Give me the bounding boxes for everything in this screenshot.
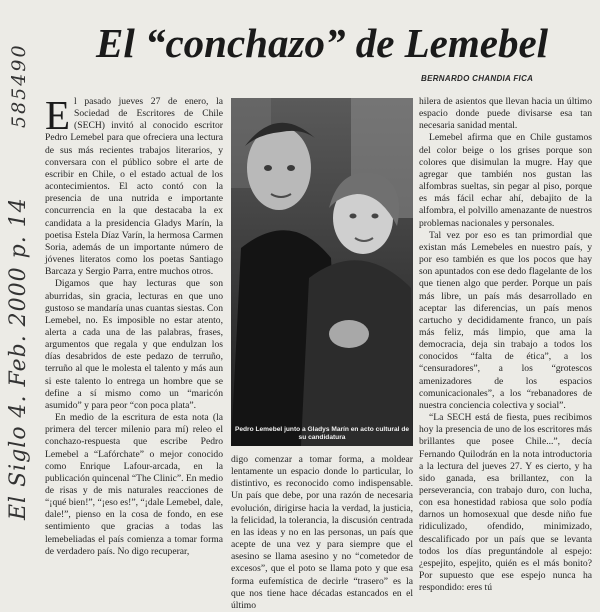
paragraph: En medio de la escritura de esta nota (la primera del tercer milenio para mí) releo el conchazo-respuesta que escribe Pedro Lemebel a “Lafórchate” o mejor conocido como Enrique Lafour-arcada, en la publicación quincenal “The Clinic”. En medio de risas y de mis naturales reacciones de “¡qué bien!”, “¡eso es!”, “¡dale Lemebel, dale, dale!”, pienso en la cosa de fondo, en ese sentimiento que gracias a todas las lemebeliadas el país comienza a tomar forma de verdadero país. No digo recuperar,: [45, 412, 223, 557]
headline: El “conchazo” de Lemebel: [96, 20, 549, 66]
news-photo: [231, 98, 413, 446]
handwritten-source-date: El Siglo 4. Feb. 2000 p. 14: [6, 197, 31, 520]
handwritten-clipping-note: [2, 0, 32, 531]
paragraph: Tal vez por eso es tan primordial que existan más Lemebeles en nuestro país, y por eso también es que los pocos que hay son apuntados con ese dedo flagelante de los que tienen algo que perder. Porque un país más libre, un país más desarrollado en aceptar las diferencias, un país menos cartucho y decididamente franco, un país más feliz, más limpio, que ama la democracia, deja sin trabajo a todos los conocidos “falta de ética”, a los “censuradores”, a los “grotescos amenizadores de los espacios comunicacionales”, a los “rebanadores de nuestra conciencia colectiva y social”.: [419, 229, 592, 411]
paragraph: digo comenzar a tomar forma, a moldear lentamente un espacio donde lo particular, lo distintivo, es reconocido como indispensable. Un país que debe, por una razón de necesaria evolución, dirigirse hacia la verdad, la justicia, la felicidad, la tolerancia, la discusión centrada en las ideas y no en las personas, un país que acepte de una vez y para siempre que el asesino se llama asesino y no “cometedor de excesos”, que el poto se llama poto y que esa forma eufemística de decirle “trasero” es la que nos tiene hace décadas estancados en el último: [231, 454, 413, 611]
article-column-2: [231, 454, 413, 612]
paragraph: “La SECH está de fiesta, pues recibimos hoy la presencia de uno de los escritores más brillantes que posee Chile...”, decía Fernando Quilodrán en la nota introductoria a la lectura del jueves 27. Y es cierto, y ha sido ganada, esa brillantez, con la perseverancia, con trabajo duro, con lucha, con esa honestidad rabiosa que solo podía darnos un homosexual que desde niño fue ridiculizado, ofendido, minimizado, descalificado por un país que se levanta todos los días preguntándole al espejo: ¿espejito, espejito, quién es el más bonito? Por supuesto que ese espejo nunca ha respondido: eres tú: [419, 412, 592, 594]
byline: BERNARDO CHANDIA FICA: [421, 74, 534, 83]
paragraph: hilera de asientos que llevan hacia un último espacio donde puede divisarse esa tan necesaria sanidad mental.: [419, 96, 592, 132]
article-column-1: [45, 92, 223, 558]
paragraph: Digamos que hay lecturas que son aburridas, sin gracia, lecturas en que uno gustoso se mandaría unas cuantas siestas. Con Lemebel, no. Es imposible no estar atento, alerta a cada una de las palabras, frases, argumentos que regala y que endulzan los días desabridos de este pedazo de terruño, terruño al que le molesta el talento y más aun si este talento lo entrega un hombre que se define a sí mismo como un “maricón asumido” y para peor “con poca plata”.: [45, 278, 223, 411]
handwritten-code: 585490: [8, 43, 30, 128]
article-column-3: [419, 96, 592, 594]
paragraph: l pasado jueves 27 de enero, la Sociedad de Escritores de Chile (SECH) invitó al conocido escritor Pedro Lemebel para que ofreciera una lectura de sus más recientes trabajos literarios, y conversara con el público sobre el arte de escribir en Chile, o el estado actual de los acontecimientos. El acto contó con la presencia de una nutrida e importante concurrencia en la que destacaba la ex candidata a la presidencia Gladys Marín, la poetisa Estela Díaz Varín, la hermosa Carmen Soria, además de un importante número de jóvenes literatos como los poetas Santiago Barcaza y Sergio Parra, entre muchos otros.: [45, 96, 223, 278]
paragraph: Lemebel afirma que en Chile gustamos del color beige o los grises porque son colores que disimulan la mugre. Hay que agregar que también nos gustan las alfombras sueltas, sin pegar al piso, porque es más fácil echar ahí, debajito de la alfombra, el polvillo amenazante de nuestros problemas nacionales y personales.: [419, 132, 592, 229]
photo-image: [231, 98, 413, 446]
drop-cap: E: [45, 92, 71, 138]
photo-caption: Pedro Lemebel junto a Gladys Marín en acto cultural de su candidatura: [234, 426, 410, 441]
